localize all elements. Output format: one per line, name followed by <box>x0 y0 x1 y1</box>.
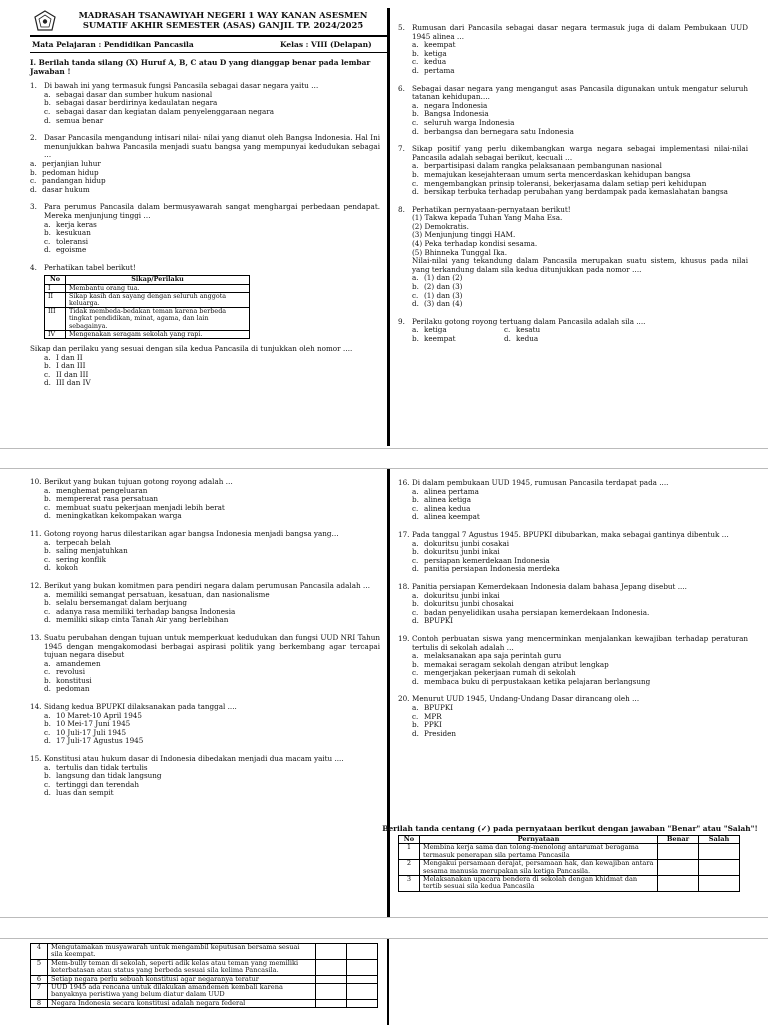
option: b. sebagai dasar berdirinya kedaulatan negara <box>44 98 218 108</box>
question-5 <box>398 24 748 76</box>
question-text: Rumusan dari Pancasila sebagai dasar negara termasuk juga di dalam Pembukaan UUD 1945 alinea … <box>412 23 748 41</box>
table-header: Benar <box>658 836 699 844</box>
salah-cell[interactable] <box>699 876 740 892</box>
question-text: Perhatikan pernyataan-pernyataan berikut! <box>412 204 571 214</box>
option: a. 10 Maret-10 April 1945 <box>44 710 142 720</box>
question-7 <box>398 145 748 197</box>
salah-cell[interactable] <box>347 999 378 1007</box>
option: a. BPUPKI <box>412 703 454 713</box>
option: a. alinea pertama <box>412 486 479 496</box>
option: a. keempat <box>412 40 456 50</box>
question-number: 18. <box>398 581 410 591</box>
true-false-table-continued <box>30 943 378 1008</box>
column-divider <box>387 469 390 917</box>
table-row: 1 Membina kerja sama dan tolong-menolong antarumat beragama termasuk penerapan sila pertama Pancasila <box>399 844 740 860</box>
exam-header <box>60 10 386 30</box>
true-false-table <box>398 835 740 892</box>
option: a. ketiga <box>412 325 447 335</box>
question-17 <box>398 531 748 574</box>
benar-cell[interactable] <box>316 975 347 983</box>
option: c. mengembangkan prinsip toleransi, bekerjasama dalam setiap peri kehidupan <box>412 178 707 188</box>
question-text: Para perumus Pancasila dalam bermusyawarah sangat menghargai perbedaan pendapat. Mereka menjunjung tinggi … <box>44 202 380 220</box>
page-2 <box>0 468 768 918</box>
table-row: 4 Mengutamakan musyawarah untuk mengambil keputusan bersama sesuai sila keempat. <box>31 944 378 960</box>
question-text: Sikap positif yang perlu dikembangkan warga negara sebagai implementasi nilai-nilai Pancasila adalah sebagai berikut, kecuali … <box>412 144 748 162</box>
option: d. III dan IV <box>44 378 91 388</box>
instruction-multiple-choice: I. Berilah tanda silang (X) Huruf A, B, C atau D yang dianggap benar pada lembar Jawaban ! <box>30 58 371 76</box>
salah-cell[interactable] <box>347 944 378 960</box>
question-text: Berikut yang bukan komitmen para pendiri negara dalam perumusan Pancasila adalah … <box>44 580 371 590</box>
header-line-1: MADRASAH TSANAWIYAH NEGERI 1 WAY KANAN ASESMEN <box>78 10 368 20</box>
question-text: Konstitusi atau hukum dasar di Indonesia dibedakan menjadi dua macam yaitu .... <box>44 754 344 764</box>
table-header: Pernyataan <box>420 836 658 844</box>
question-10 <box>30 478 380 521</box>
question-8 <box>398 206 748 309</box>
option: b. I dan III <box>44 361 86 371</box>
question-text: Contoh perbuatan siswa yang mencerminkan menjalankan kewajiban terhadap peraturan tertulis di sekolah adalah … <box>412 633 748 652</box>
option: c. (1) dan (3) <box>412 290 463 300</box>
true-false-table-cont-wrap <box>30 943 380 1008</box>
option: c. II dan III <box>44 369 89 379</box>
option: a. kerja keras <box>44 219 97 229</box>
option: c. tertinggi dan terendah <box>44 779 139 789</box>
question-text: Panitia persiapan Kemerdekaan Indonesia dalam bahasa Jepang disebut .... <box>412 581 687 591</box>
question-13 <box>30 634 380 694</box>
option: c. 10 Juli-17 Juli 1945 <box>44 727 127 737</box>
question-number: 14. <box>30 702 42 712</box>
option: d. meningkatkan kekompakan warga <box>44 511 182 521</box>
header-divider <box>30 35 387 37</box>
question-11 <box>30 530 380 573</box>
question-text: Suatu perubahan dengan tujuan untuk memperkuat kedudukan dan fungsi UUD NRI Tahun 1945 dengan mengakomodasi berbagai aspirasi politik yang berkembang agar tercapai tujuan negara disebut <box>44 632 380 660</box>
salah-cell[interactable] <box>347 959 378 975</box>
option: d. kokoh <box>44 563 78 573</box>
column-divider <box>387 8 390 446</box>
option: b. ketiga <box>412 48 447 58</box>
table-row: IV Mengenakan seragam sekolah yang rapi. <box>45 330 250 338</box>
option: b. langsung dan tidak langsung <box>44 771 162 781</box>
question-6 <box>398 85 748 137</box>
option: d. 17 Juli-17 Agustus 1945 <box>44 736 144 746</box>
option: d. alinea keempat <box>412 512 480 522</box>
question-20 <box>398 695 748 738</box>
left-column-p2 <box>30 478 380 807</box>
option: b. keempat <box>412 334 456 343</box>
option: a. (1) dan (2) <box>412 273 463 283</box>
question-number: 3. <box>30 202 37 212</box>
question-text: Gotong royong harus dilestarikan agar bangsa Indonesia menjadi bangsa yang… <box>44 528 339 538</box>
table-header: Sikap/Perilaku <box>66 276 250 284</box>
option: c. toleransi <box>44 236 89 246</box>
madrasah-emblem-icon <box>34 10 56 32</box>
question-number: 10. <box>30 477 42 486</box>
question-text: Di bawah ini yang termasuk fungsi Pancasila sebagai dasar negara yaitu … <box>44 81 319 91</box>
option: c. alinea kedua <box>412 503 471 513</box>
question-number: 2. <box>30 133 37 143</box>
question-number: 17. <box>398 529 410 539</box>
question-text: Dasar Pancasila mengandung intisari nilai- nilai yang dianut oleh Bangsa Indonesia. Hal Ini menunjukkan bahwa Pancasila menjadi suatu bangsa yang mempunyai kedudukan sebagai … <box>44 133 380 160</box>
question-9 <box>398 318 748 344</box>
salah-cell[interactable] <box>699 860 740 876</box>
subject-label: Mata Pelajaran : Pendidikan Pancasila <box>32 40 194 49</box>
salah-cell[interactable] <box>347 984 378 1000</box>
question-number: 6. <box>398 83 405 93</box>
option: b. Bangsa Indonesia <box>412 109 489 119</box>
option: b. dokuritsu junbi chosakai <box>412 599 514 609</box>
question-followup: Sikap dan perilaku yang sesuai dengan sila kedua Pancasila di tunjukkan oleh nomor …. <box>30 344 353 354</box>
option: d. dasar hukum <box>30 184 90 194</box>
table-row: 3 Melaksanakan upacara bendera di sekolah dengan khidmat dan tertib sesuai sila kedua Pancasila <box>399 876 740 892</box>
table-header: No <box>399 836 420 844</box>
option: d. panitia persiapan Indonesia merdeka <box>412 564 560 574</box>
option: b. (2) dan (3) <box>412 282 463 292</box>
option: c. mengerjakan pekerjaan rumah di sekolah <box>412 668 576 678</box>
option: c. sering konflik <box>44 554 106 564</box>
question-4 <box>30 264 380 388</box>
option: a. menghemat pengeluaran <box>44 485 148 495</box>
question-text: Perhatikan tabel berikut! <box>44 262 136 272</box>
option: d. egoisme <box>44 245 87 255</box>
option: c. seluruh warga Indonesia <box>412 117 515 127</box>
table-row: I Membantu orang tua. <box>45 284 250 292</box>
option: d. pertama <box>412 65 455 75</box>
benar-cell[interactable] <box>658 876 699 892</box>
option: d. pedoman <box>44 684 90 694</box>
option: b. pedoman hidup <box>30 167 99 177</box>
table-row: II Sikap kasih dan sayang dengan seluruh anggota keluarga. <box>45 292 250 307</box>
benar-cell[interactable] <box>658 860 699 876</box>
benar-cell[interactable] <box>658 844 699 860</box>
benar-cell[interactable] <box>316 984 347 1000</box>
subject-line <box>32 40 382 49</box>
option: c. kesatu <box>504 325 541 335</box>
question-number: 11. <box>30 528 42 538</box>
option: d. BPUPKI <box>412 616 454 626</box>
option: c. revolusi <box>44 667 85 677</box>
behavior-table <box>44 275 250 339</box>
question-text: Berikut yang bukan tujuan gotong royong adalah … <box>44 477 233 486</box>
question-number: 16. <box>398 478 410 487</box>
class-label: Kelas : VIII (Delapan) <box>280 40 372 49</box>
question-16 <box>398 479 748 522</box>
question-number: 9. <box>398 316 405 326</box>
statement-list: (1) Takwa kepada Tuhan Yang Maha Esa. (2) Demokratis. (3) Menjunjung tinggi HAM. (4) Peka terhadap kondisi sesama. (5) Bhinneka Tunggal Ika. Nilai-nilai yang tekandung dalam Pancasila merupakan suatu sistem, khusus pada nilai yang terkandung dalam sila kedua ditunjukkan pada nomor …. <box>412 213 748 274</box>
option: b. memajukan kesejahteraan umum serta mencerdaskan kehidupan bangsa <box>412 169 691 179</box>
option: a. I dan II <box>44 352 83 362</box>
option: b. kesukuan <box>44 228 91 238</box>
option: a. perjanjian luhur <box>30 158 101 168</box>
option: d. bersikap terbuka terhadap perubahan yang berdampak pada kemaslahatan bangsa <box>412 187 728 197</box>
question-number: 4. <box>30 262 37 272</box>
option: d. semua benar <box>44 115 104 125</box>
question-followup: Nilai-nilai yang tekandung dalam Pancasila merupakan suatu sistem, khusus pada nilai yang terkandung dalam sila kedua ditunjukkan pada nomor …. <box>412 256 748 274</box>
question-number: 7. <box>398 144 405 154</box>
table-row: 7 UUD 1945 ada rencana untuk dilakukan amandemen kembali karena banyaknya peristiwa yang belum diatur dalam UUD <box>31 984 378 1000</box>
question-15 <box>30 755 380 798</box>
option: a. berpartisipasi dalam rangka pelaksanaan pembangunan nasional <box>412 161 662 171</box>
option: a. negara Indonesia <box>412 100 488 110</box>
question-text: Menurut UUD 1945, Undang-Undang Dasar dirancang oleh … <box>412 694 640 704</box>
question-text: Sebagai dasar negara yang mengangut asas Pancasila digunakan untuk mengatur seluruh tatanan kehidupan…. <box>412 83 748 102</box>
question-number: 20. <box>398 694 410 704</box>
option: b. alinea ketiga <box>412 495 472 505</box>
benar-cell[interactable] <box>316 999 347 1007</box>
option: b. selalu bersemangat dalam berjuang <box>44 598 187 608</box>
question-number: 12. <box>30 580 42 590</box>
question-text: Perilaku gotong royong tertuang dalam Pancasila adalah sila .... <box>412 316 646 326</box>
instruction-true-false: Berilah tanda centang (✓) pada pernyataan berikut dengan jawaban "Benar" atau "Salah"! <box>382 824 758 833</box>
right-column-p1 <box>398 24 748 353</box>
left-column-p1 <box>30 59 380 397</box>
option: c. pandangan hidup <box>30 176 106 186</box>
table-row: 6 Setiap negara perlu sebuah konstitusi agar negaranya teratur <box>31 975 378 983</box>
question-19 <box>398 635 748 687</box>
option: a. melaksanakan apa saja perintah guru <box>412 651 562 661</box>
option: d. kedua <box>504 334 539 343</box>
option: a. tertulis dan tidak tertulis <box>44 762 148 772</box>
option: b. mempererat rasa persatuan <box>44 494 158 504</box>
option: a. sebagai dasar dan sumber hukum nasional <box>44 89 213 99</box>
option: d. memiliki sikap cinta Tanah Air yang berlebihan <box>44 615 229 625</box>
option: c. kedua <box>412 57 447 67</box>
question-3 <box>30 203 380 255</box>
option: c. badan penyelidikan usaha persiapan kemerdekaan Indonesia. <box>412 607 650 617</box>
question-number: 8. <box>398 204 405 214</box>
table-row: 8 Negara Indonesia secara konstitusi adalah negara federal <box>31 999 378 1007</box>
table-row: 2 Mengakui persamaan derajat, persamaan hak, dan kewajiban antara sesama manusia merupakan sila ketiga Pancasila. <box>399 860 740 876</box>
option: a. dokuritsu junbi cosakai <box>412 538 510 548</box>
question-number: 1. <box>30 81 37 91</box>
option: d. membaca buku di perpustakaan ketika pelajaran berlangsung <box>412 676 651 686</box>
benar-cell[interactable] <box>316 944 347 960</box>
benar-cell[interactable] <box>316 959 347 975</box>
table-row: III Tidak membeda-bedakan teman karena berbeda tingkat pendidikan, minat, agama, dan lain sebagainya. <box>45 308 250 331</box>
option: b. saling menjatuhkan <box>44 546 128 556</box>
option: c. MPR <box>412 711 442 721</box>
question-number: 19. <box>398 633 410 643</box>
table-header: Salah <box>699 836 740 844</box>
option: d. (3) dan (4) <box>412 299 463 309</box>
true-false-table-wrap <box>398 835 748 892</box>
option: b. konstitusi <box>44 675 92 685</box>
right-column-p2 <box>398 479 748 747</box>
salah-cell[interactable] <box>699 844 740 860</box>
option: a. amandemen <box>44 658 101 668</box>
page-1 <box>0 0 768 449</box>
question-number: 13. <box>30 632 42 642</box>
option: c. adanya rasa memiliki terhadap bangsa Indonesia <box>44 606 236 616</box>
option: a. terpecah belah <box>44 537 111 547</box>
option: a. memiliki semangat persatuan, kesatuan, dan nasionalisme <box>44 589 270 599</box>
option: b. PPKI <box>412 720 442 730</box>
header-line-2: SUMATIF AKHIR SEMESTER (ASAS) GANJIL TP. 2024/2025 <box>82 20 364 30</box>
subject-divider <box>30 52 387 53</box>
question-number: 5. <box>398 23 405 32</box>
question-text: Di dalam pembukaan UUD 1945, rumusan Pancasila terdapat pada .... <box>412 478 669 487</box>
table-row: 5 Mem-bully teman di sekolah, seperti adik kelas atau teman yang memiliki keterbatasan atau status yang berbeda sesuai sila kelima Pancasila. <box>31 959 378 975</box>
option: d. berbangsa dan bernegara satu Indonesia <box>412 126 574 136</box>
option: d. Presiden <box>412 728 456 738</box>
option: a. dokuritsu junbi inkai <box>412 590 500 600</box>
option: c. sebagai dasar dan kegiatan dalam penyelenggaraan negara <box>44 106 275 116</box>
question-14 <box>30 703 380 746</box>
question-1 <box>30 82 380 125</box>
column-divider <box>387 939 389 1025</box>
question-text: Sidang kedua BPUPKI dilaksanakan pada tanggal .... <box>44 702 237 712</box>
question-number: 15. <box>30 754 42 764</box>
question-18 <box>398 583 748 626</box>
question-text: Pada tanggal 7 Agustus 1945. BPUPKI dibubarkan, maka sebagai gantinya dibentuk … <box>412 529 729 539</box>
table-header: No <box>45 276 66 284</box>
option: d. luas dan sempit <box>44 788 114 798</box>
option: c. membuat suatu pekerjaan menjadi lebih berat <box>44 502 225 512</box>
option: b. dokuritsu junbi inkai <box>412 547 500 557</box>
page-3 <box>0 938 768 1025</box>
question-12 <box>30 582 380 625</box>
question-2 <box>30 134 380 194</box>
option: b. 10 Mei-17 Juni 1945 <box>44 719 131 729</box>
salah-cell[interactable] <box>347 975 378 983</box>
option: c. persiapan kemerdekaan Indonesia <box>412 555 550 565</box>
option: b. memakai seragam sekolah dengan atribut lengkap <box>412 659 609 669</box>
